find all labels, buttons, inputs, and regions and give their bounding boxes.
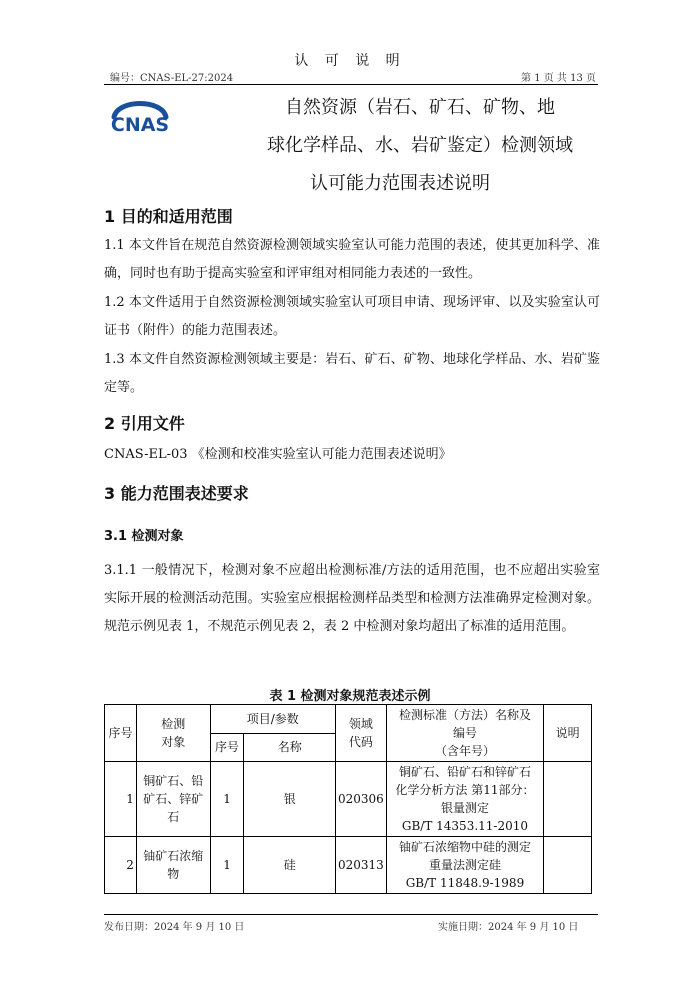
section-2-heading: 2 引用文件 (104, 414, 185, 433)
logo-text: CNAS (110, 114, 170, 136)
reference-document: CNAS-EL-03 《检测和校准实验室认可能力范围表述说明》 (104, 447, 452, 462)
row-standard: 铜矿石、铅矿石和锌矿石 化学分析方法 第11部分： 银量测定 GB/T 14353.11-2010 (386, 762, 543, 837)
header-title: 认 可 说 明 (294, 53, 406, 69)
cnas-logo-icon (108, 95, 172, 141)
section-3-heading: 3 能力范围表述要求 (104, 484, 249, 503)
row-object: 铀矿石浓缩 物 (136, 837, 210, 894)
document-number: 编号：CNAS-EL-27:2024 (110, 73, 234, 84)
row-note (544, 762, 592, 837)
header-item-param: 项目/参数 (210, 705, 335, 734)
row-item-seq: 1 (210, 762, 244, 837)
section-1-3-paragraph: 1.3 本文件自然资源检测领域主要是：岩石、矿石、矿物、地球化学样品、水、岩矿鉴定等。 (104, 352, 600, 395)
table-1-caption: 表 1 检测对象规范表述示例 (269, 689, 431, 704)
document-title-line-3: 认可能力范围表述说明 (310, 173, 490, 194)
table-row (105, 837, 592, 894)
header-divider (104, 84, 598, 85)
header-domain-code: 领域 代码 (335, 705, 386, 762)
table-row (105, 762, 592, 837)
row-object: 铜矿石、铅 矿石、锌矿 石 (136, 762, 210, 837)
document-title-line-1: 自然资源（岩石、矿石、矿物、地 (285, 97, 555, 118)
section-3-1-1-paragraph: 3.1.1 一般情况下，检测对象不应超出检测标准/方法的适用范围，也不应超出实验室实际开展的检测活动范围。实验室应根据检测样品类型和检测方法准确界定检测对象。规范示例见表 1，不规范示例见表 2，表 2 中检测对象均超出了标准的适用范围。 (104, 563, 600, 634)
row-seq: 2 (105, 837, 137, 894)
header-note: 说明 (544, 705, 592, 762)
effective-date: 实施日期：2024 年 9 月 10 日 (438, 922, 579, 933)
section-3-1-heading: 3.1 检测对象 (104, 529, 184, 544)
table-1 (104, 704, 592, 894)
header-item-seq: 序号 (210, 733, 244, 762)
row-seq: 1 (105, 762, 137, 837)
row-domain-code: 020306 (335, 762, 386, 837)
publish-date: 发布日期：2024 年 9 月 10 日 (104, 922, 245, 933)
row-item-seq: 1 (210, 837, 244, 894)
header-seq: 序号 (105, 705, 137, 762)
section-1-2-paragraph: 1.2 本文件适用于自然资源检测领域实验室认可项目申请、现场评审、以及实验室认可证书（附件）的能力范围表述。 (104, 295, 600, 338)
header-object: 检测 对象 (136, 705, 210, 762)
section-1-1-paragraph: 1.1 本文件旨在规范自然资源检测领域实验室认可能力范围的表述，使其更加科学、准确，同时也有助于提高实验室和评审组对相同能力表述的一致性。 (104, 238, 600, 281)
header-standard: 检测标准（方法）名称及 编号 （含年号） (386, 705, 543, 762)
document-title-line-2: 球化学样品、水、岩矿鉴定）检测领域 (267, 135, 573, 156)
cnas-logo (108, 95, 172, 141)
row-item-name: 硅 (244, 837, 336, 894)
table-header-row (105, 705, 592, 734)
row-item-name: 银 (244, 762, 336, 837)
header-item-name: 名称 (244, 733, 336, 762)
row-domain-code: 020313 (335, 837, 386, 894)
row-standard: 铀矿石浓缩物中硅的测定 重量法测定硅 GB/T 11848.9-1989 (386, 837, 543, 894)
page-info: 第 1 页 共 13 页 (521, 73, 596, 84)
footer-divider (104, 914, 598, 915)
row-note (544, 837, 592, 894)
section-1-heading: 1 目的和适用范围 (104, 207, 233, 226)
